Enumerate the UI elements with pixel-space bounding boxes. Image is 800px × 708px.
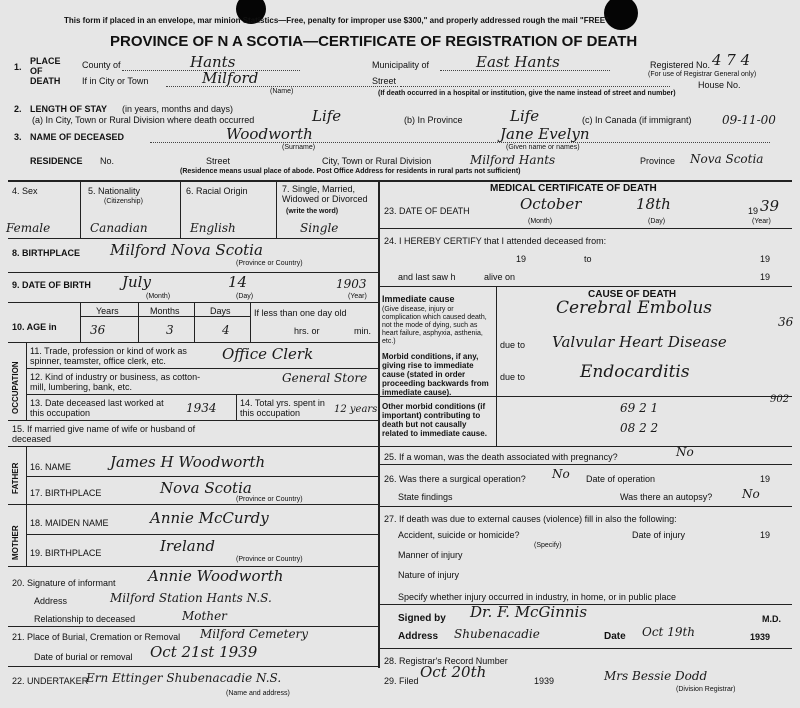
death-year-label: (Year) <box>752 218 771 225</box>
total-label <box>240 398 340 418</box>
racial-value: English <box>190 221 236 235</box>
residence-street: Street <box>206 156 231 166</box>
death-date-month: October <box>520 195 582 213</box>
certify-year-1: 19 <box>516 254 527 264</box>
surname-value: Woodworth <box>226 125 313 143</box>
residence-note: (Residence means usual place of abode. Post Office Address for residents in rural parts not sufficient) <box>180 168 521 175</box>
trade-label-text: 11. Trade, profession or kind of work as spinner, teamster, office clerk, etc. <box>30 346 187 366</box>
state-findings-label: State findings <box>398 492 453 502</box>
age-hrs-label: hrs. or <box>294 326 320 336</box>
sig-date-value: Oct 19th <box>642 625 696 639</box>
father-bp-sub: (Province or Country) <box>236 496 303 503</box>
age-days-label: Days <box>210 306 231 316</box>
age-months-label: Months <box>150 306 180 316</box>
age-days-value: 4 <box>222 323 230 337</box>
sig-address-value: Shubenacadie <box>454 627 540 641</box>
injury-date-label: Date of injury <box>632 530 686 540</box>
manner-label: Manner of injury <box>398 550 463 560</box>
autopsy-label: Was there an autopsy? <box>620 492 713 502</box>
morbid-label-text: Morbid conditions, if any, giving rise to immediate cause (stated in order proceeding backwards from immediate cause). <box>382 352 489 397</box>
marital-sub: (write the word) <box>286 208 339 215</box>
wife-label-text: 15. If married give name of wife or husband of deceased <box>12 424 196 444</box>
autopsy-value: No <box>742 487 760 501</box>
age-label: 10. AGE in <box>12 322 57 332</box>
other-label-text: Other morbid conditions (if important) contributing to death but not causally related to immediate cause. <box>382 402 487 438</box>
county-value: Hants <box>190 53 236 71</box>
operation-date-label: Date of operation <box>586 474 656 484</box>
death-date-label: 23. DATE OF DEATH <box>384 206 470 216</box>
residence-no: No. <box>100 156 115 166</box>
age-months-value: 3 <box>166 323 174 337</box>
industry-label-text: 12. Kind of industry or business, as cotton-mill, lumbering, bank, etc. <box>30 372 201 392</box>
registrar-use: (For use of Registrar General only) <box>648 71 757 78</box>
mother-side-label: MOTHER <box>11 525 20 560</box>
place-num: 1. <box>14 62 22 72</box>
death-date-prefix: 19 <box>748 206 759 216</box>
immediate-value: Cerebral Embolus <box>556 298 712 318</box>
burial-date-label: Date of burial or removal <box>34 652 133 662</box>
residence-label: RESIDENCE <box>30 156 83 166</box>
record-label: 28. Registrar's Record Number <box>384 656 508 666</box>
ink-blot-right <box>604 0 638 30</box>
nationality-label: 5. Nationality <box>88 186 141 196</box>
stay-a-value: Life <box>312 107 342 125</box>
birthplace-label: 8. BIRTHPLACE <box>12 248 81 258</box>
pregnancy-label: 25. If a woman, was the death associated with pregnancy? <box>384 452 618 462</box>
other-value-1: 69 2 1 <box>620 401 659 415</box>
industry-label <box>30 372 208 392</box>
name-label: NAME OF DECEASED <box>30 132 125 142</box>
age-years-label: Years <box>96 306 119 316</box>
alive-label: alive on <box>484 272 516 282</box>
father-name-value: James H Woodworth <box>110 453 266 471</box>
md-label: M.D. <box>762 614 781 624</box>
municipality-value: East Hants <box>476 53 560 71</box>
father-side-label: FATHER <box>11 462 20 494</box>
county-label: County of <box>82 60 121 70</box>
morbid-label <box>382 352 494 397</box>
mother-bp-sub: (Province or Country) <box>236 556 303 563</box>
father-bp-label: 17. BIRTHPLACE <box>30 488 102 498</box>
residence-province-value: Nova Scotia <box>690 152 764 166</box>
dob-day-label: (Day) <box>236 293 254 300</box>
name-num: 3. <box>14 132 22 142</box>
lastworked-label-text: 13. Date deceased last worked at this occupation <box>30 398 164 418</box>
birthplace-value: Milford Nova Scotia <box>110 241 263 259</box>
sig-date-label: Date <box>604 631 626 642</box>
city-value: Milford <box>202 69 259 87</box>
side-mark-1: 36 <box>778 315 794 329</box>
lastworked-label <box>30 398 180 418</box>
house-label: House No. <box>698 80 741 90</box>
municipality-label: Municipality of <box>372 60 430 70</box>
stay-b-value: Life <box>510 107 540 125</box>
registrar-sub: (Division Registrar) <box>676 686 736 693</box>
cause-heading: CAUSE OF DEATH <box>588 289 677 300</box>
informant-sig-label: 20. Signature of informant <box>12 578 116 588</box>
wife-label <box>12 424 212 444</box>
injury-year: 19 <box>760 530 771 540</box>
informant-address-label: Address <box>34 596 68 606</box>
death-date-day: 18th <box>636 195 671 213</box>
mother-maiden-label: 18. MAIDEN NAME <box>30 518 109 528</box>
informant-relation-label: Relationship to deceased <box>34 614 136 624</box>
hospital-note: (If death occurred in a hospital or institution, give the name instead of street and number) <box>378 90 676 97</box>
place-label-text: PLACE OF DEATH <box>30 56 61 86</box>
sig-address-label: Address <box>398 631 439 642</box>
dob-year: 1903 <box>336 277 367 291</box>
operation-year: 19 <box>760 474 771 484</box>
morbid-value-2: Endocarditis <box>580 362 690 382</box>
registered-label: Registered No. <box>650 60 711 70</box>
last-saw-label: and last saw h <box>398 272 456 282</box>
where-label: Specify whether injury occurred in industry, in home, or in public place <box>398 592 676 602</box>
morbid-value-1: Valvular Heart Disease <box>552 333 727 351</box>
lastworked-value: 1934 <box>186 401 217 415</box>
industry-value: General Store <box>282 371 368 385</box>
immediate-note <box>382 306 494 346</box>
marital-label-text: 7. Single, Married, Widowed or Divorced <box>282 184 368 204</box>
age-min-label: min. <box>354 326 372 336</box>
given-label: (Given name or names) <box>506 144 580 151</box>
surname-label: (Surname) <box>282 144 316 151</box>
surgical-value: No <box>552 467 570 481</box>
surgical-label: 26. Was there a surgical operation? <box>384 474 526 484</box>
burial-place-label: 21. Place of Burial, Cremation or Removal <box>12 632 181 642</box>
signed-value: Dr. F. McGinnis <box>470 603 588 621</box>
immediate-note-text: (Give disease, injury or complication which caused death, not the mode of dying, such as heart failure, asphyxia, asthenia, etc.) <box>382 306 487 345</box>
sex-value: Female <box>6 221 51 235</box>
city-label: If in City or Town <box>82 76 149 86</box>
certify-year-2: 19 <box>760 254 771 264</box>
birthplace-sub: (Province or Country) <box>236 260 303 267</box>
dob-year-label: (Year) <box>348 293 367 300</box>
stay-c-value: 09-11-00 <box>722 113 776 127</box>
stay-c-label: (c) In Canada (if immigrant) <box>582 115 692 125</box>
dob-day: 14 <box>228 273 248 291</box>
stay-label: LENGTH OF STAY <box>30 104 108 114</box>
mother-bp-label: 19. BIRTHPLACE <box>30 548 102 558</box>
nationality-value: Canadian <box>90 221 148 235</box>
age-years-value: 36 <box>90 323 106 337</box>
trade-value: Office Clerk <box>222 345 314 363</box>
other-value-2: 08 2 2 <box>620 421 659 435</box>
total-value: 12 years <box>334 404 378 415</box>
informant-sig-value: Annie Woodworth <box>148 567 284 585</box>
pregnancy-value: No <box>676 445 694 459</box>
header-notice: This form if placed in an envelope, mar minion Statistics—Free, penalty for improper use $300," and properly addressed rough the mail "FREE" <box>64 16 609 25</box>
street-label: Street <box>372 76 397 86</box>
immediate-label: Immediate cause <box>382 294 455 304</box>
due-to-2: due to <box>500 372 526 382</box>
burial-date-value: Oct 21st 1939 <box>150 643 258 661</box>
undertaker-value: Ern Ettinger Shubenacadie N.S. <box>86 671 282 685</box>
father-bp-value: Nova Scotia <box>160 479 252 497</box>
certify-label: 24. I HEREBY CERTIFY that I attended deceased from: <box>384 236 607 246</box>
burial-place-value: Milford Cemetery <box>200 627 309 641</box>
filed-value: Oct 20th <box>420 663 487 681</box>
other-label <box>382 402 494 438</box>
mother-bp-value: Ireland <box>160 537 215 555</box>
alive-year: 19 <box>760 272 771 282</box>
external-label: 27. If death was due to external causes (violence) fill in also the following: <box>384 514 677 524</box>
registrar-value: Mrs Bessie Dodd <box>604 669 708 683</box>
side-mark-2: 902 <box>770 394 790 405</box>
marital-value: Single <box>300 221 339 235</box>
undertaker-label: 22. UNDERTAKER <box>12 676 89 686</box>
marital-label <box>282 184 376 204</box>
filed-label: 29. Filed <box>384 676 419 686</box>
occupation-side-label: OCCUPATION <box>11 361 20 414</box>
stay-note: (in years, months and days) <box>122 104 234 114</box>
father-name-label: 16. NAME <box>30 462 72 472</box>
accident-sub: (Specify) <box>534 542 562 549</box>
sex-label: 4. Sex <box>12 186 38 196</box>
residence-city-label: City, Town or Rural Division <box>322 156 432 166</box>
sig-year: 1939 <box>750 632 771 642</box>
city-name-label: (Name) <box>270 88 294 95</box>
death-month-label: (Month) <box>528 218 553 225</box>
racial-label: 6. Racial Origin <box>186 186 248 196</box>
informant-address-value: Milford Station Hants N.S. <box>110 591 272 605</box>
residence-city-value: Milford Hants <box>470 153 556 167</box>
dob-month: July <box>122 273 151 291</box>
mother-maiden-value: Annie McCurdy <box>150 509 269 527</box>
dob-label: 9. DATE OF BIRTH <box>12 280 91 290</box>
nature-label: Nature of injury <box>398 570 460 580</box>
registered-value: 4 7 4 <box>712 51 751 69</box>
trade-label <box>30 346 200 366</box>
given-value: Jane Evelyn <box>500 125 590 143</box>
undertaker-sub: (Name and address) <box>226 690 290 697</box>
stay-num: 2. <box>14 104 22 114</box>
informant-relation-value: Mother <box>182 609 227 623</box>
page-title: PROVINCE OF N A SCOTIA—CERTIFICATE OF REGISTRATION OF DEATH <box>110 33 638 50</box>
stay-b-label: (b) In Province <box>404 115 463 125</box>
stay-a-label: (a) In City, Town or Rural Division where death occurred <box>32 115 255 125</box>
nationality-sub: (Citizenship) <box>104 198 143 205</box>
residence-province-label: Province <box>640 156 676 166</box>
accident-label: Accident, suicide or homicide? <box>398 530 520 540</box>
place-label <box>30 56 70 86</box>
age-lessday-label: If less than one day old <box>254 308 347 318</box>
total-label-text: 14. Total yrs. spent in this occupation <box>240 398 325 418</box>
due-to-1: due to <box>500 340 526 350</box>
signed-label: Signed by <box>398 613 446 624</box>
death-day-label: (Day) <box>648 218 666 225</box>
filed-year: 1939 <box>534 676 555 686</box>
medical-heading: MEDICAL CERTIFICATE OF DEATH <box>490 183 657 194</box>
dob-month-label: (Month) <box>146 293 171 300</box>
death-date-year: 39 <box>760 197 780 215</box>
certify-to: to <box>584 254 592 264</box>
